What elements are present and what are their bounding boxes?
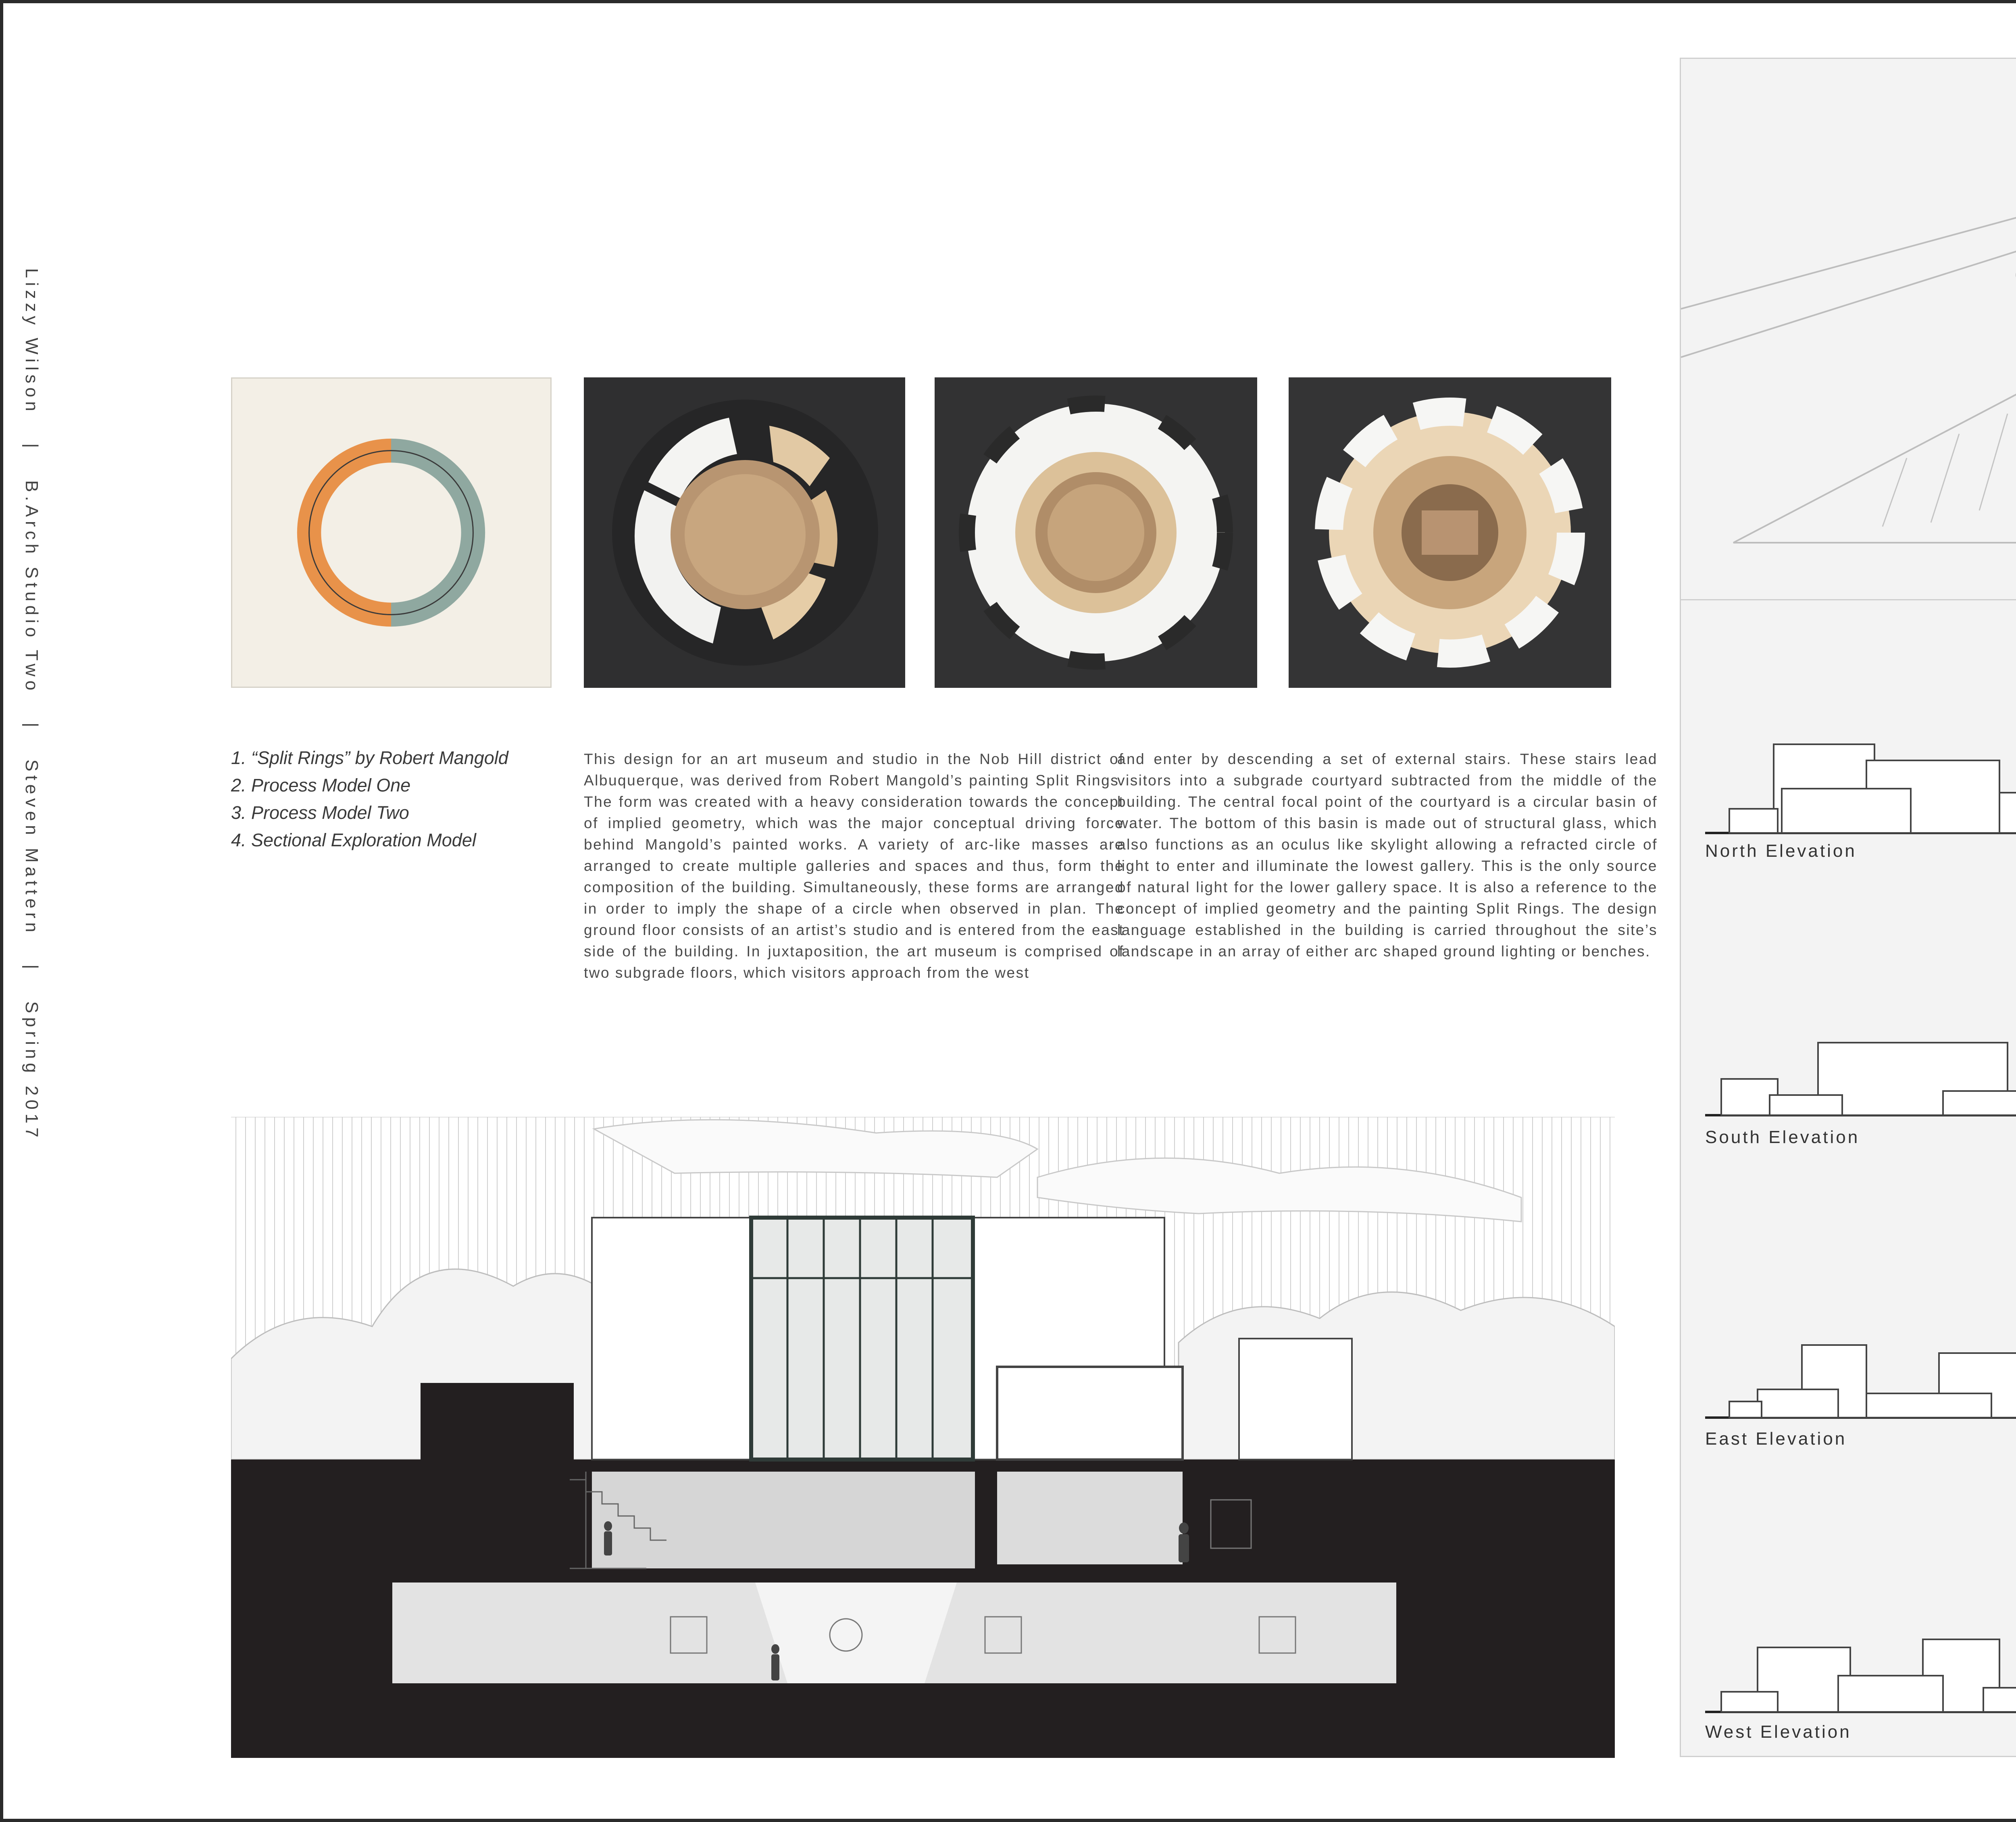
east-elevation-drawing [1705,1276,2016,1426]
description-column-2: and enter by descending a set of external stairs. These stairs lead visitors into a subgrade courtyard subtracted from the middle of the building. The central focal point of the courtyard is a circular basin of water. The bottom of this basin is made out of structural glass, which also functions as an oculus like skylight allowing a refracted circle of light to enter and illuminate the lowest gallery. This is the only source of natural light for the lower gallery space. It is also a reference to the concept of implied geometry and the painting Split Rings. The design language established in the building is carried throughout the site’s landscape in an array of either arc shaped ground lighting or benches. [1117,751,1658,960]
caption-item: 3. Process Model Two [231,802,409,823]
separator: | [22,443,42,452]
building-section-drawing [231,1117,1615,1758]
west-elevation-drawing [1705,1567,2016,1720]
drawings-panel [1680,58,2016,1757]
caption-item: 1. “Split Rings” by Robert Mangold [231,748,508,768]
description-column-1: This design for an art museum and studio in the Nob Hill district of Albuquerque, was derived from Robert Mangold’s painting Split Rings. The form was created with a heavy consideration towards the concept of implied geometry, which was the major conceptual driving force behind Mangold’s painted works. A variety of arc-like masses are arranged to create multiple galleries and spaces and thus, form the composition of the building. Simultaneously, these forms are arranged in order to imply the shape of a circle when observed in plan. The ground floor consists of an artist’s studio and is entered from the east side of the building. In juxtaposition, the art museum is comprised of two subgrade floors, which visitors approach from the west [584,751,1124,981]
east-elevation-label: East Elevation [1705,1429,1847,1449]
north-elevation-drawing [1705,688,2016,841]
south-elevation-label: South Elevation [1705,1127,1860,1147]
professor-name: Steven Mattern [22,759,42,937]
image-caption-list [231,744,574,854]
sectional-exploration-model-image [1289,377,1611,688]
site-plan-drawing [1681,59,2016,599]
program-name: B.Arch Studio Two [22,480,42,695]
split-rings-painting-image [231,377,552,688]
process-model-one-image [584,377,905,688]
caption-item: 4. Sectional Exploration Model [231,830,476,850]
west-elevation-label: West Elevation [1705,1722,1851,1742]
divider [1681,599,2016,600]
author-name: Lizzy Wilson [22,268,42,415]
separator: | [22,964,42,973]
caption-item: 2. Process Model One [231,775,411,795]
south-elevation-drawing [1705,974,2016,1123]
separator: | [22,723,42,731]
term: Spring 2017 [22,1001,42,1141]
process-model-two-image [935,377,1257,688]
north-elevation-label: North Elevation [1705,841,1857,861]
credit-line [15,160,48,1249]
